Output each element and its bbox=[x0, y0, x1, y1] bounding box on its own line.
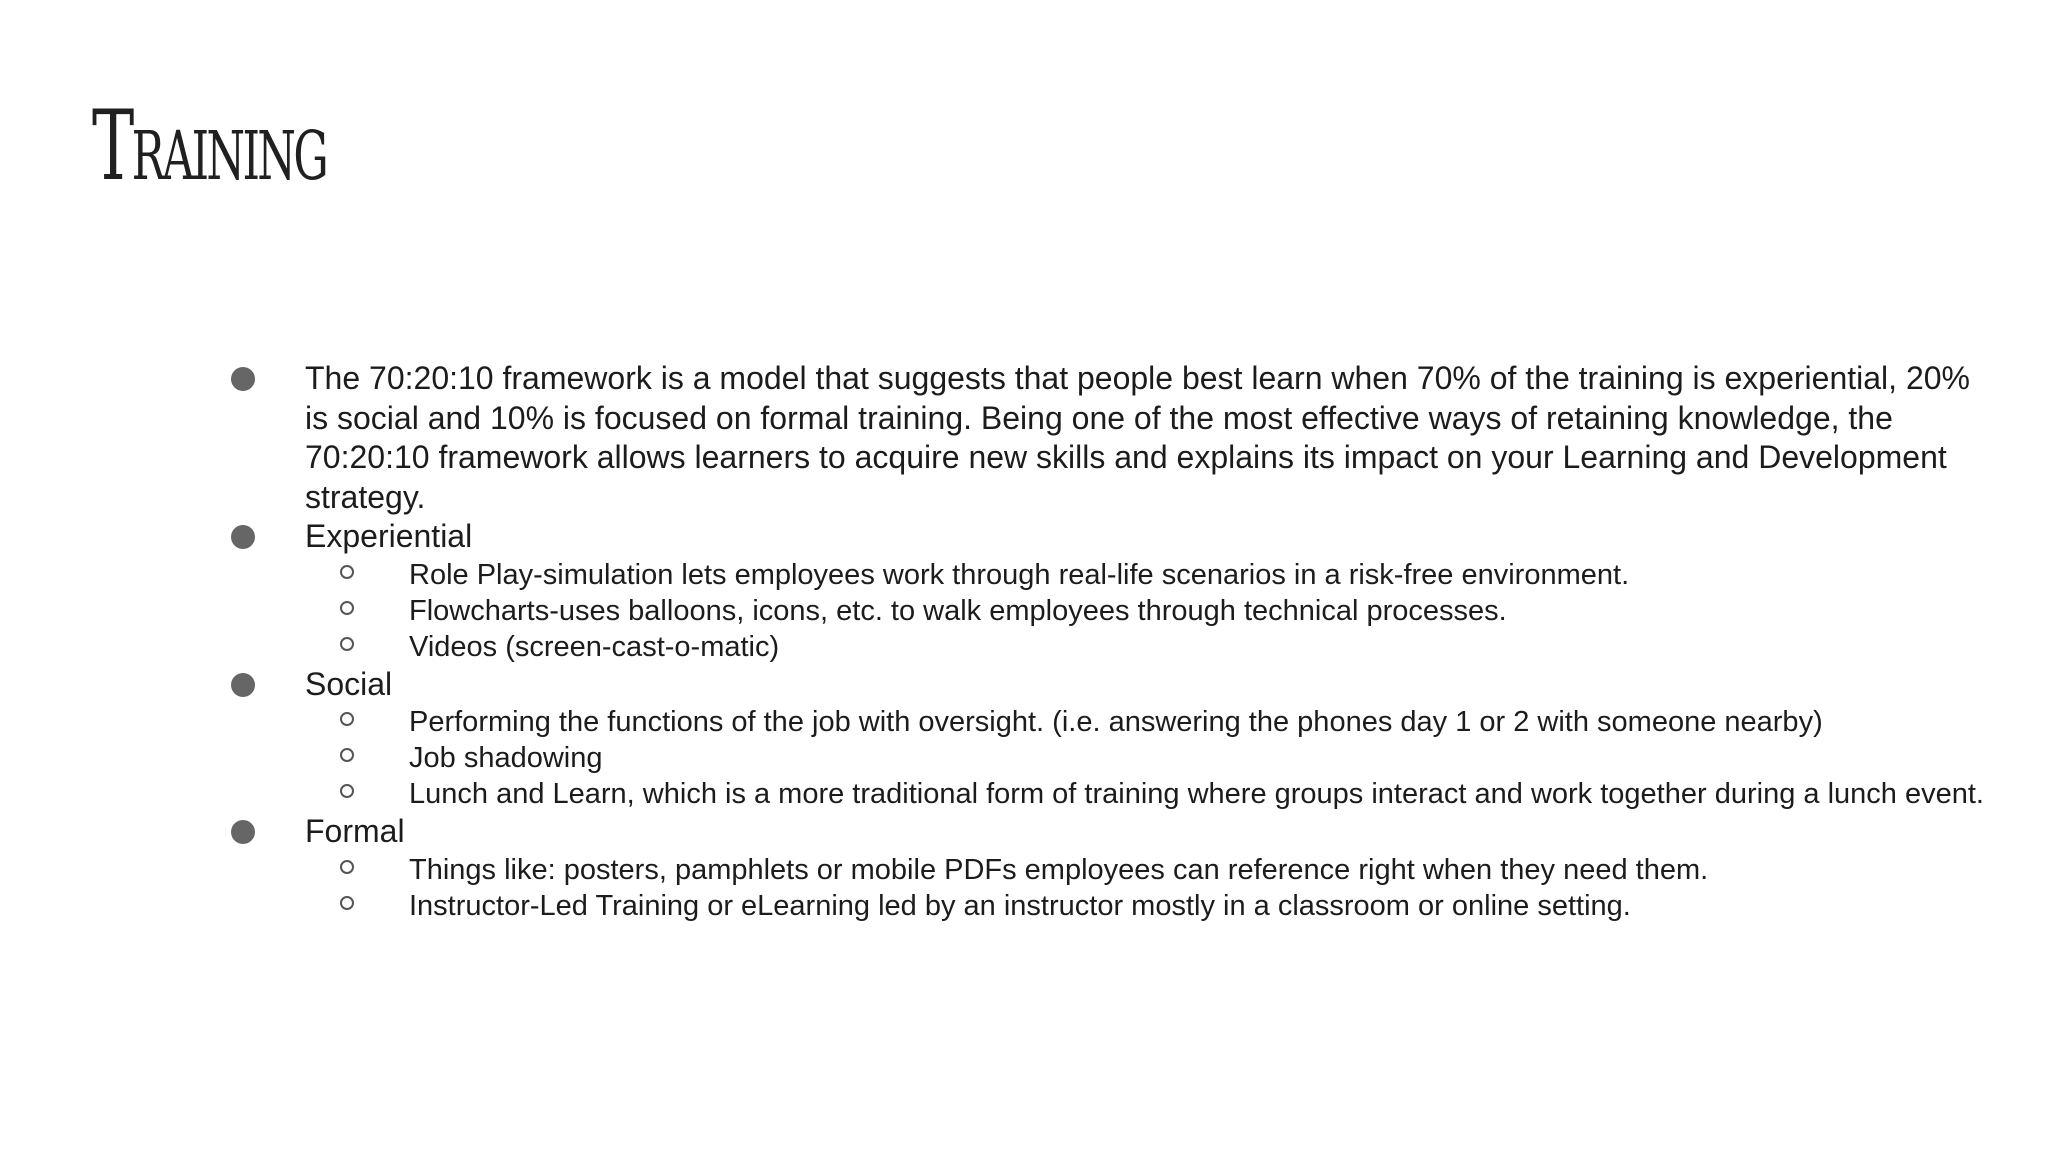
bullet-item-framework bbox=[0, 359, 2048, 517]
sub-bullet-text: Instructor-Led Training or eLearning led by an instructor mostly in a classroom or online setting. bbox=[409, 889, 1631, 922]
sub-bullet-text: Things like: posters, pamphlets or mobile PDFs employees can reference right when they need them. bbox=[409, 853, 1709, 886]
bullet-item-experiential bbox=[0, 517, 2048, 557]
bullet-item-formal bbox=[0, 812, 2048, 852]
hollow-bullet-icon bbox=[340, 896, 354, 910]
bullet-item-social bbox=[0, 665, 2048, 705]
hollow-bullet-icon bbox=[340, 712, 354, 726]
bullet-list bbox=[0, 359, 2048, 924]
sub-bullet-text: Role Play-simulation lets employees work through real-life scenarios in a risk-free environment. bbox=[409, 558, 1630, 591]
sub-bullet-text: Videos (screen-cast-o-matic) bbox=[409, 630, 780, 663]
filled-bullet-icon bbox=[231, 820, 255, 844]
hollow-bullet-icon bbox=[340, 748, 354, 762]
sub-bullet-text: Performing the functions of the job with oversight. (i.e. answering the phones day 1 or 2 with someone nearby) bbox=[409, 706, 1823, 738]
bullet-text: Formal bbox=[305, 813, 405, 849]
hollow-bullet-icon bbox=[340, 565, 354, 579]
bullet-text: The 70:20:10 framework is a model that suggests that people best learn when 70% of the training is experiential, 20% is social and 10% is focused on formal training. Being one of the most effective ways of retaining knowledge, the 70:20:10 framework allows learners to acquire new skills and explains its impact on your Learning and Development strategy. bbox=[305, 360, 1970, 515]
slide-title: Training bbox=[92, 90, 327, 202]
hollow-bullet-icon bbox=[340, 637, 354, 651]
hollow-bullet-icon bbox=[340, 860, 354, 874]
sub-bullet-item bbox=[0, 557, 2048, 593]
bullet-text: Social bbox=[305, 665, 393, 702]
sub-bullet-text: Job shadowing bbox=[409, 742, 603, 774]
filled-bullet-icon bbox=[231, 673, 255, 697]
sub-bullet-item bbox=[0, 888, 2048, 924]
filled-bullet-icon bbox=[231, 367, 255, 391]
sub-bullet-item bbox=[0, 776, 2048, 812]
sub-bullet-item bbox=[0, 629, 2048, 665]
sub-bullet-item bbox=[0, 740, 2048, 776]
sub-bullet-item bbox=[0, 593, 2048, 629]
sub-bullet-text: Flowcharts-uses balloons, icons, etc. to walk employees through technical processes. bbox=[409, 594, 1507, 627]
sub-bullet-item bbox=[0, 704, 2048, 740]
sub-bullet-text: Lunch and Learn, which is a more traditional form of training where groups interact and work together during a lunch event. bbox=[409, 778, 1984, 810]
hollow-bullet-icon bbox=[340, 784, 354, 798]
sub-bullet-item bbox=[0, 852, 2048, 888]
bullet-text: Experiential bbox=[305, 518, 473, 554]
hollow-bullet-icon bbox=[340, 601, 354, 615]
filled-bullet-icon bbox=[231, 525, 255, 549]
